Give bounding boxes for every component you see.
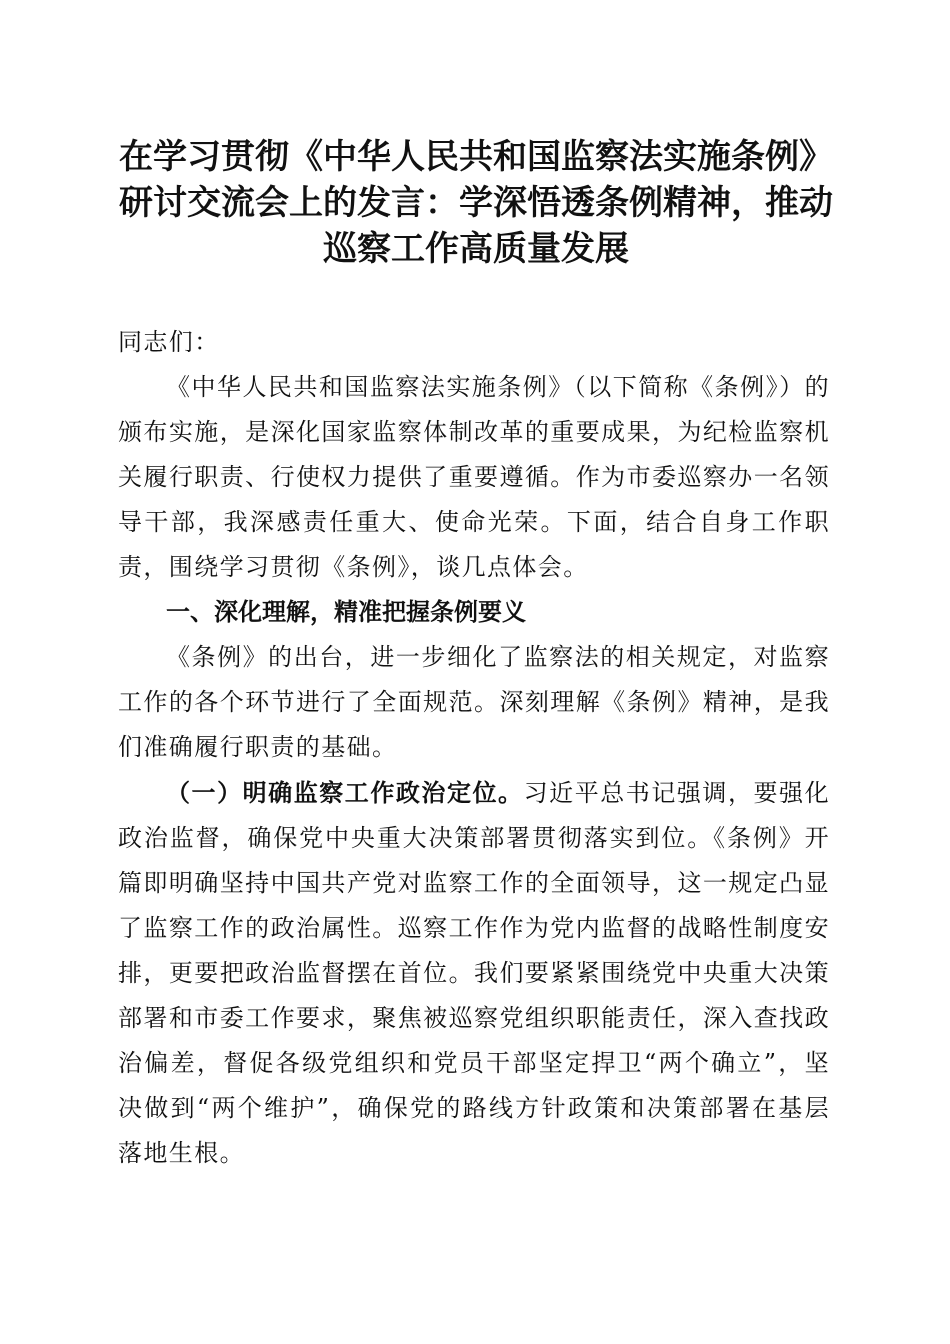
document-title: 在学习贯彻《中华人民共和国监察法实施条例》研讨交流会上的发言：学深悟透条例精神，推动巡察工作高质量发展 xyxy=(119,137,833,269)
intro-paragraph: 《中华人民共和国监察法实施条例》（以下简称《条例》）的颁布实施，是深化国家监察体制改革的重要成果，为纪检监察机关履行职责、行使权力提供了重要遵循。作为市委巡察办一名领导干部，我深感责任重大、使命光荣。下面，结合自身工作职责，围绕学习贯彻《条例》，谈几点体会。 xyxy=(118,373,830,581)
document-body xyxy=(118,320,830,1176)
point-1-paragraph xyxy=(118,770,830,1176)
section-1-intro-paragraph: 《条例》的出台，进一步细化了监察法的相关规定，对监察工作的各个环节进行了全面规范。深刻理解《条例》精神，是我们准确履行职责的基础。 xyxy=(118,643,830,761)
salutation: 同志们： xyxy=(118,328,220,356)
point-1-lead: （一）明确监察工作政治定位。 xyxy=(166,778,524,807)
point-1-text: 习近平总书记强调，要强化政治监督，确保党中央重大决策部署贯彻落实到位。《条例》开篇即明确坚持中国共产党对监察工作的全面领导，这一规定凸显了监察工作的政治属性。巡察工作作为党内监督的战略性制度安排，更要把政治监督摆在首位。我们要紧紧围绕党中央重大决策部署和市委工作要求，聚焦被巡察党组织职能责任，深入查找政治偏差，督促各级党组织和党员干部坚定捍卫“两个确立”，坚决做到“两个维护”，确保党的路线方针政策和决策部署在基层落地生根。 xyxy=(118,779,830,1167)
section-heading-1: 一、深化理解，精准把握条例要义 xyxy=(166,598,526,626)
